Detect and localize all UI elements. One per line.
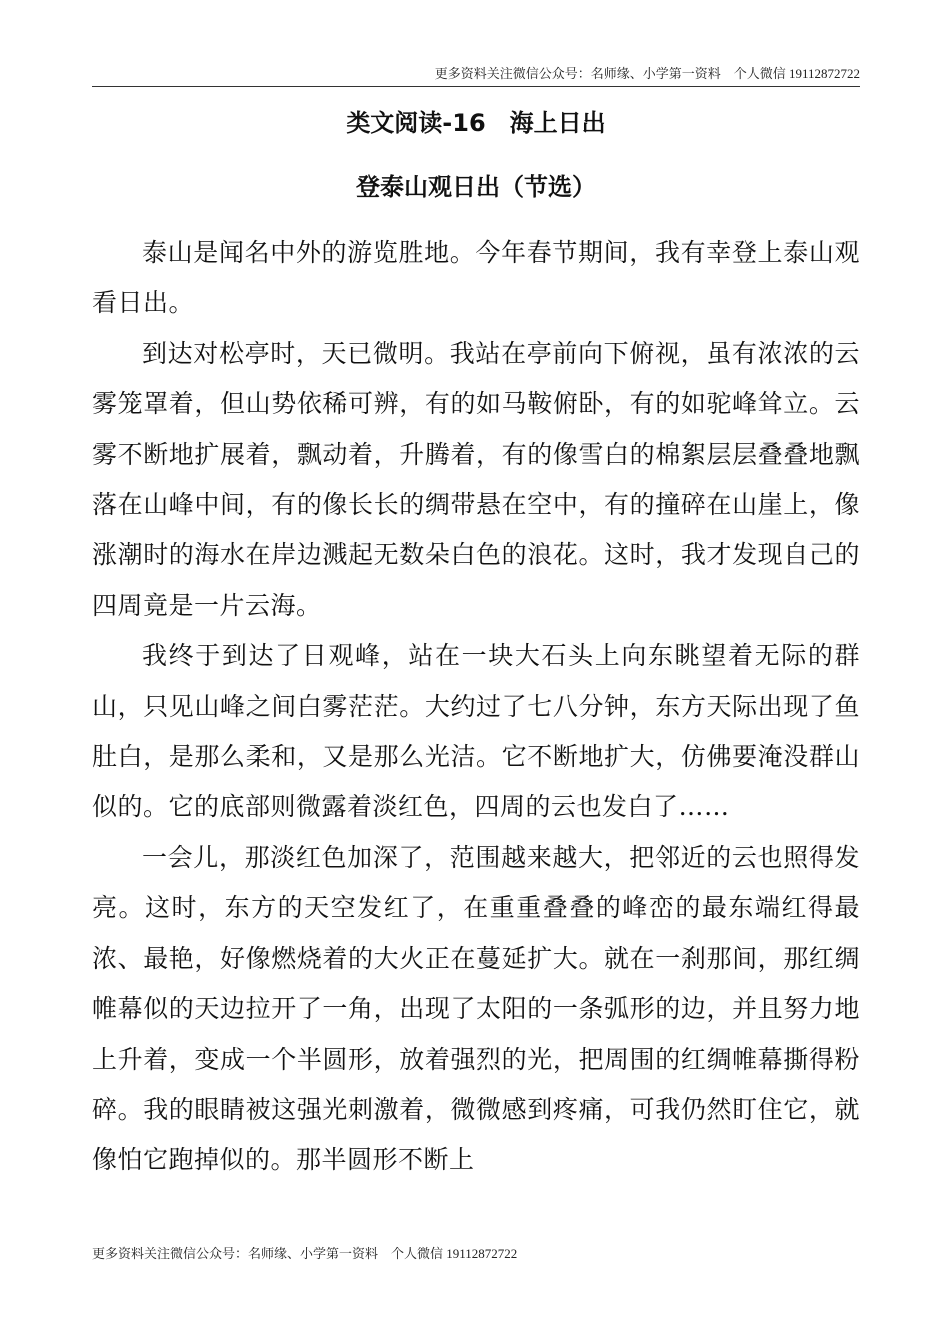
page-header: 更多资料关注微信公众号：名师缘、小学第一资料 个人微信 19112872722 [434,66,860,81]
paragraph-2: 到达对松亭时，天已微明。我站在亭前向下俯视，虽有浓浓的云雾笼罩着，但山势依稀可辨，有的如马鞍俯卧，有的如驼峰耸立。云雾不断地扩展着，飘动着，升腾着，有的像雪白的棉絮层层叠叠地飘落在山峰中间，有的像长长的绸带悬在空中，有的撞碎在山崖上，像涨潮时的海水在岸边溅起无数朵白色的浪花。这时，我才发现自己的四周竟是一片云海。 [92,338,860,620]
document-title: 类文阅读-16 海上日出 [346,109,606,137]
article-body [92,228,860,1186]
header-divider [92,86,860,87]
page-footer: 更多资料关注微信公众号：名师缘、小学第一资料 个人微信 19112872722 [92,1246,518,1261]
article-title: 登泰山观日出（节选） [356,173,596,201]
paragraph-4: 一会儿，那淡红色加深了，范围越来越大，把邻近的云也照得发亮。这时，东方的天空发红了，在重重叠叠的峰峦的最东端红得最浓、最艳，好像燃烧着的大火正在蔓延扩大。就在一刹那间，那红绸帷幕似的天边拉开了一角，出现了太阳的一条弧形的边，并且努力地上升着，变成一个半圆形，放着强烈的光，把周围的红绸帷幕撕得粉碎。我的眼睛被这强光刺激着，微微感到疼痛，可我仍然盯住它，就像怕它跑掉似的。那半圆形不断上 [92,842,860,1175]
paragraph-3: 我终于到达了日观峰，站在一块大石头上向东眺望着无际的群山，只见山峰之间白雾茫茫。大约过了七八分钟，东方天际出现了鱼肚白，是那么柔和，又是那么光洁。它不断地扩大，仿佛要淹没群山似的。它的底部则微露着淡红色，四周的云也发白了…… [92,641,860,822]
paragraph-1: 泰山是闻名中外的游览胜地。今年春节期间，我有幸登上泰山观看日出。 [92,238,860,318]
